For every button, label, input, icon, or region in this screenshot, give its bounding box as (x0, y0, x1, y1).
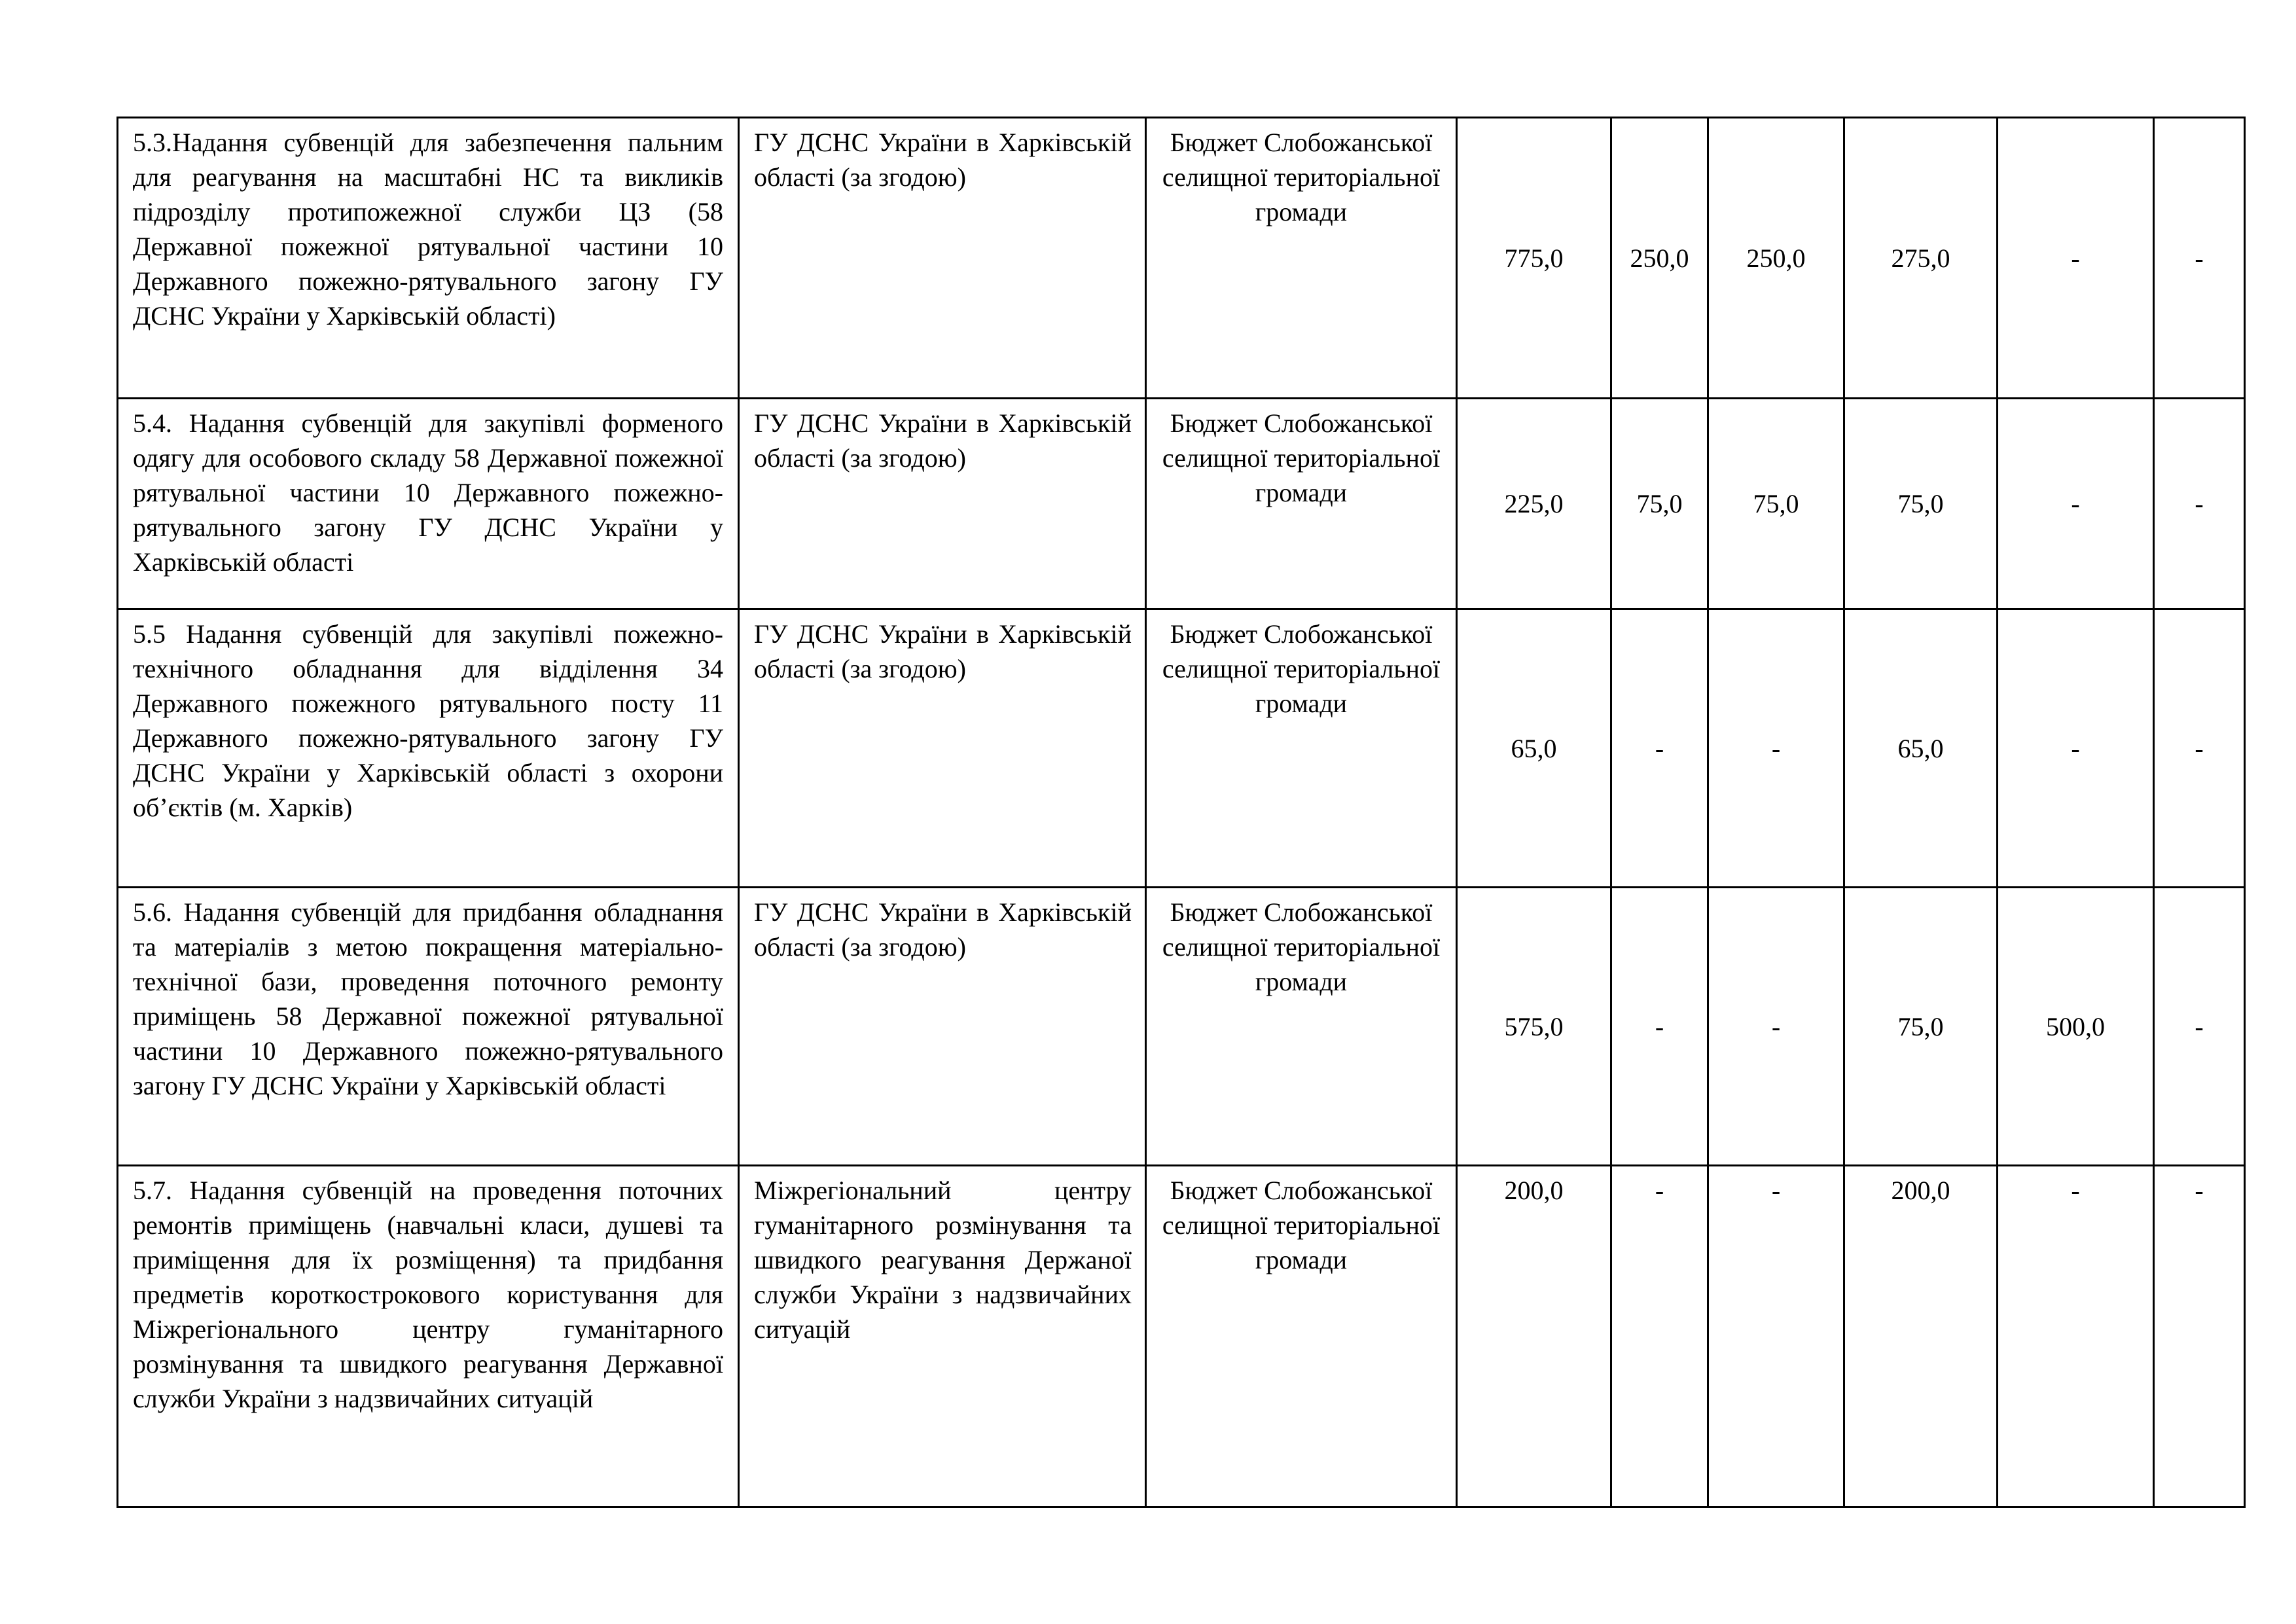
measure-description: 5.5 Надання субвенцій для закупівлі пожежно-технічного обладнання для відділення 34 Державного пожежного рятувального посту 11 Державного пожежно-рятувального загону ГУ ДСНС України у Харківській області з охорони об’єктів (м. Харків) (118, 609, 739, 888)
year-1-amount: - (1611, 609, 1708, 888)
table-row (118, 888, 2245, 1166)
year-3-amount: 75,0 (1844, 888, 1998, 1166)
year-3-amount: 200,0 (1844, 1166, 1998, 1507)
measure-executor: Міжрегіональний центру гуманітарного розмінування та швидкого реагування Держаної служби України з надзвичайних ситуацій (739, 1166, 1146, 1507)
measure-executor: ГУ ДСНС України в Харківській області (за згодою) (739, 609, 1146, 888)
measure-executor: ГУ ДСНС України в Харківській області (за згодою) (739, 888, 1146, 1166)
total-amount: 65,0 (1457, 609, 1611, 888)
year-2-amount: - (1708, 609, 1844, 888)
measure-description: 5.3.Надання субвенцій для забезпечення пальним для реагування на масштабні НС та викликів підрозділу протипожежної служби ЦЗ (58 Державної пожежної рятувальної частини 10 Державного пожежно-рятувального загону ГУ ДСНС України у Харківській області) (118, 118, 739, 399)
year-4-amount: - (1998, 1166, 2154, 1507)
measure-description: 5.7. Надання субвенцій на проведення поточних ремонтів приміщень (навчальні класи, душеві та приміщення для їх розміщення) та придбання предметів короткострокового користування для Міжрегіонального центру гуманітарного розмінування та швидкого реагування Державної служби України з надзвичайних ситуацій (118, 1166, 739, 1507)
total-amount: 225,0 (1457, 399, 1611, 609)
funding-source: Бюджет Слобожанської селищної територіальної громади (1146, 118, 1457, 399)
measure-executor: ГУ ДСНС України в Харківській області (за згодою) (739, 399, 1146, 609)
year-1-amount: 250,0 (1611, 118, 1708, 399)
measure-executor: ГУ ДСНС України в Харківській області (за згодою) (739, 118, 1146, 399)
year-5-amount: - (2154, 888, 2245, 1166)
year-2-amount: - (1708, 888, 1844, 1166)
total-amount: 775,0 (1457, 118, 1611, 399)
year-1-amount: - (1611, 1166, 1708, 1507)
year-2-amount: - (1708, 1166, 1844, 1507)
year-2-amount: 75,0 (1708, 399, 1844, 609)
table-row (118, 118, 2245, 399)
year-5-amount: - (2154, 399, 2245, 609)
funding-source: Бюджет Слобожанської селищної територіальної громади (1146, 609, 1457, 888)
year-5-amount: - (2154, 1166, 2245, 1507)
measure-description: 5.6. Надання субвенцій для придбання обладнання та матеріалів з метою покращення матеріально-технічної бази, проведення поточного ремонту приміщень 58 Державної пожежної рятувальної частини 10 Державного пожежно-рятувального загону ГУ ДСНС України у Харківській області (118, 888, 739, 1166)
measures-table (117, 117, 2246, 1508)
total-amount: 200,0 (1457, 1166, 1611, 1507)
year-3-amount: 65,0 (1844, 609, 1998, 888)
table-row (118, 1166, 2245, 1507)
year-4-amount: - (1998, 399, 2154, 609)
year-2-amount: 250,0 (1708, 118, 1844, 399)
year-1-amount: - (1611, 888, 1708, 1166)
year-4-amount: - (1998, 609, 2154, 888)
year-5-amount: - (2154, 609, 2245, 888)
funding-source: Бюджет Слобожанської селищної територіальної громади (1146, 1166, 1457, 1507)
year-3-amount: 75,0 (1844, 399, 1998, 609)
table-row (118, 399, 2245, 609)
year-5-amount: - (2154, 118, 2245, 399)
year-1-amount: 75,0 (1611, 399, 1708, 609)
year-3-amount: 275,0 (1844, 118, 1998, 399)
year-4-amount: - (1998, 118, 2154, 399)
funding-source: Бюджет Слобожанської селищної територіальної громади (1146, 399, 1457, 609)
year-4-amount: 500,0 (1998, 888, 2154, 1166)
table-row (118, 609, 2245, 888)
funding-source: Бюджет Слобожанської селищної територіальної громади (1146, 888, 1457, 1166)
document-page (117, 117, 2244, 1508)
measure-description: 5.4. Надання субвенцій для закупівлі форменого одягу для особового складу 58 Державної пожежної рятувальної частини 10 Державного пожежно-рятувального загону ГУ ДСНС України у Харківській області (118, 399, 739, 609)
total-amount: 575,0 (1457, 888, 1611, 1166)
